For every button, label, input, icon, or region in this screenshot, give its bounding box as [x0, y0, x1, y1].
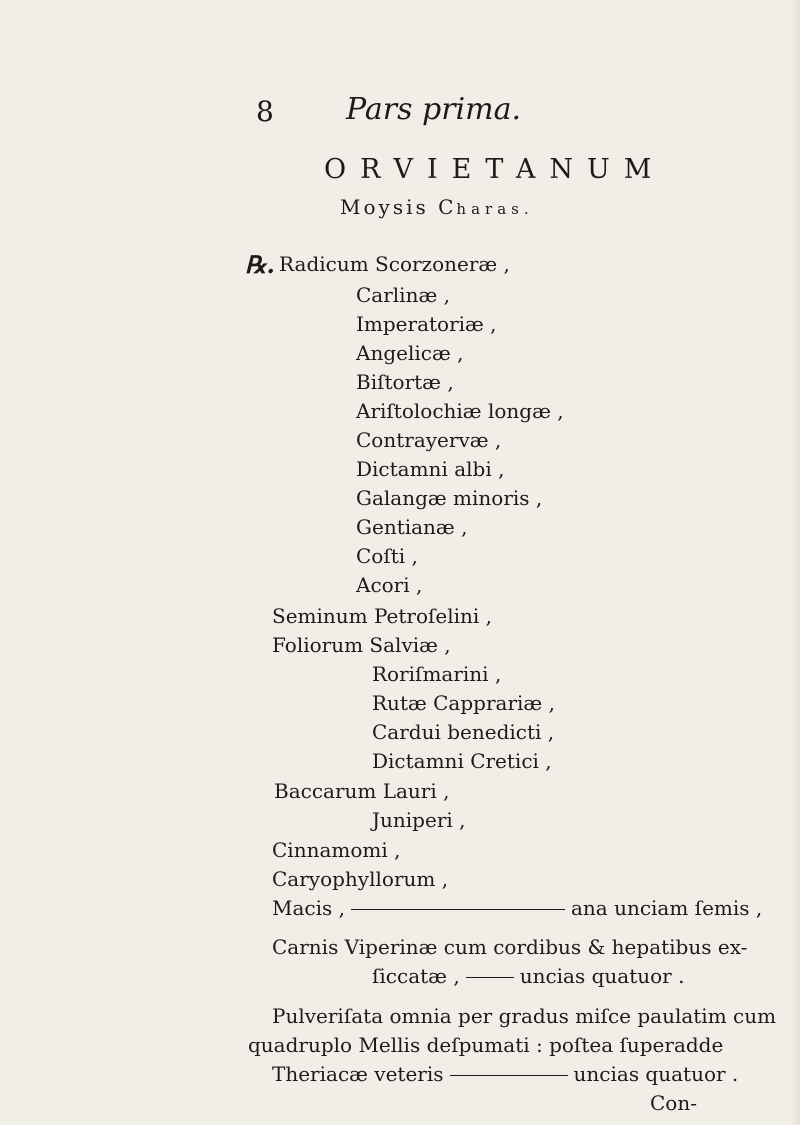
recipe-line [372, 964, 684, 988]
dosage-text: uncias quatuor . [519, 964, 685, 988]
recipe-line: Gentianæ , [356, 515, 468, 539]
catchword: Con- [650, 1091, 697, 1115]
dash-rule [450, 1075, 568, 1076]
recipe-line: Radicum Scorzoneræ , [279, 252, 510, 276]
author-line [340, 195, 534, 219]
recipe-line: Galangæ minoris , [356, 486, 543, 510]
dash-rule [351, 909, 565, 910]
author-last-rest: haras. [456, 200, 534, 218]
running-head: Pars prima. [346, 92, 522, 127]
recipe-line-text: ſiccatæ , [372, 964, 460, 988]
recipe-line: Biſtortæ , [356, 370, 454, 394]
recipe-sign: ℞. [245, 250, 275, 279]
dosage-text: ana unciam ſemis , [570, 896, 763, 920]
recipe-line-text: Macis , [272, 896, 345, 920]
recipe-line: Dictamni Cretici , [372, 749, 552, 773]
recipe-line: Imperatoriæ , [356, 312, 497, 336]
recipe-line: Carnis Viperinæ cum cordibus & hepatibus ex- [272, 935, 748, 959]
recipe-line: Rutæ Capprariæ , [372, 691, 555, 715]
paragraph-line: quadruplo Mellis deſpumati : poſtea ſuperadde [248, 1033, 724, 1057]
author-last-initial: C [438, 195, 457, 219]
recipe-line: Acori , [356, 573, 423, 597]
recipe-line: Seminum Petroſelini , [272, 604, 493, 628]
recipe-line: Dictamni albi , [356, 457, 505, 481]
recipe-line: Angelicæ , [356, 341, 464, 365]
page-title: ORVIETANUM [324, 154, 666, 185]
recipe-line: Contrayervæ , [356, 428, 502, 452]
page-number: 8 [256, 95, 274, 128]
paragraph-line: Pulveriſata omnia per gradus miſce paulatim cum [272, 1004, 777, 1028]
recipe-line: Juniperi , [372, 808, 466, 832]
recipe-line-text: Theriacæ veteris [272, 1062, 444, 1086]
dash-rule [466, 977, 514, 978]
recipe-line: Cardui benedicti , [372, 720, 555, 744]
recipe-line [272, 896, 762, 920]
recipe-line: Carlinæ , [356, 283, 450, 307]
recipe-line: Coſti , [356, 544, 418, 568]
recipe-line: Cinnamomi , [272, 838, 401, 862]
recipe-line: Roriſmarini , [372, 662, 502, 686]
recipe-line: Ariſtolochiæ longæ , [356, 399, 564, 423]
recipe-line: Baccarum Lauri , [274, 779, 450, 803]
recipe-line: Foliorum Salviæ , [272, 633, 451, 657]
dosage-text: uncias quatuor . [573, 1062, 739, 1086]
author-first-name: Moysis [340, 195, 429, 219]
page-edge-shadow [790, 0, 800, 1125]
recipe-line: Caryophyllorum , [272, 867, 449, 891]
paragraph-line [272, 1062, 738, 1086]
